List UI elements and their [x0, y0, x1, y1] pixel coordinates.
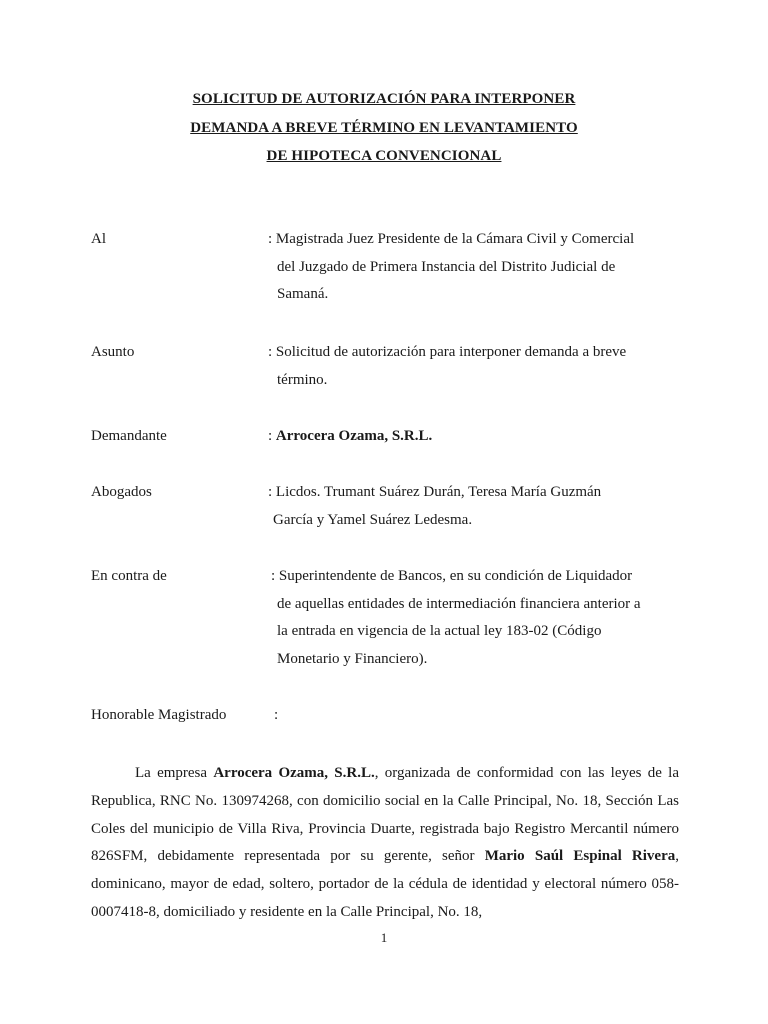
- abogados-line-1: : Licdos. Trumant Suárez Durán, Teresa María Guzmán: [268, 484, 602, 500]
- al-line-2: del Juzgado de Primera Instancia del Distrito Judicial de: [277, 258, 616, 275]
- title-line-3: DE HIPOTECA CONVENCIONAL: [266, 148, 502, 164]
- body-company-name: Arrocera Ozama, S.R.L.: [213, 765, 375, 781]
- asunto-line-1: : Solicitud de autorización para interponer demanda a breve: [268, 344, 627, 360]
- al-line-3: Samaná.: [277, 286, 329, 302]
- body-text-c: , dominicano, mayor de edad, soltero, portador de la cédula de identidad y electoral número 058-0007418-8, domiciliado y residente en la Calle Principal, No. 18,: [91, 848, 679, 920]
- al-line-1: : Magistrada Juez Presidente de la Cámara Civil y Comercial: [268, 231, 635, 247]
- field-label-abogados: Abogados: [91, 484, 152, 500]
- abogados-line-2: García y Yamel Suárez Ledesma.: [273, 511, 473, 528]
- field-label-asunto: Asunto: [91, 344, 135, 360]
- en-contra-line-2: de aquellas entidades de intermediación financiera anterior a: [277, 595, 641, 612]
- field-value-asunto: [268, 339, 688, 394]
- salutation-label: Honorable Magistrado: [91, 707, 227, 723]
- asunto-line-2: término.: [277, 371, 328, 388]
- salutation-colon: :: [274, 707, 279, 723]
- demandante-name: Arrocera Ozama, S.R.L.: [275, 428, 433, 444]
- title-line-2: DEMANDA A BREVE TÉRMINO EN LEVANTAMIENTO: [190, 120, 578, 136]
- body-text-b: , organizada de conformidad con las leyes de la Republica, RNC No. 130974268, con domicilio social en la Calle Principal, No. 18, Sección Las Coles del municipio de Villa Riva, Provincia Duarte, registrada bajo Registro Mercantil número 826SFM, debidamente representada por su gerente, señor: [91, 765, 679, 865]
- en-contra-line-4: Monetario y Financiero).: [277, 650, 428, 667]
- en-contra-line-3: la entrada en vigencia de la actual ley 183-02 (Código: [277, 623, 602, 639]
- body-paragraph: [91, 760, 679, 927]
- title-line-1: SOLICITUD DE AUTORIZACIÓN PARA INTERPONER: [192, 91, 576, 107]
- field-value-al: [268, 226, 688, 309]
- body-text-a: La empresa: [135, 765, 214, 781]
- page-number: 1: [380, 930, 388, 945]
- field-label-al: Al: [91, 231, 106, 247]
- body-manager-name: Mario Saúl Espinal Rivera: [484, 848, 676, 865]
- en-contra-line-1: : Superintendente de Bancos, en su condición de Liquidador: [271, 568, 633, 584]
- field-label-en-contra: En contra de: [91, 568, 167, 584]
- demandante-colon: :: [268, 428, 276, 444]
- field-label-demandante: Demandante: [91, 428, 167, 444]
- field-value-en-contra: [271, 563, 691, 673]
- field-value-demandante: [268, 423, 688, 451]
- field-value-abogados: [268, 479, 688, 534]
